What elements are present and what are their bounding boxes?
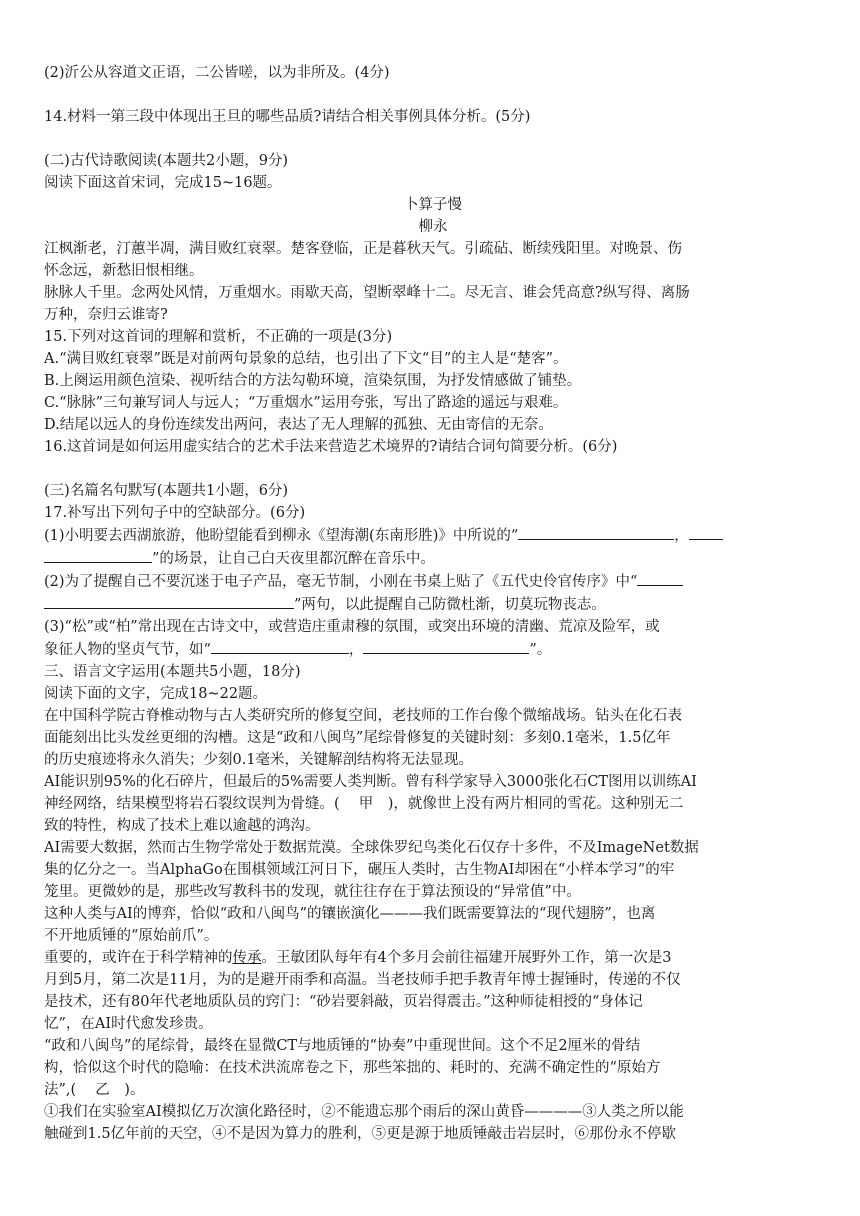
section-recitation-heading: (三)名篇名句默写(本题共1小题，6分)	[44, 483, 289, 499]
poem-text-line: 万种，奈归云谁寄?	[44, 307, 168, 323]
fill-item-3-tail: ”。	[529, 642, 552, 658]
blank-field[interactable]	[363, 638, 529, 654]
option-c: C.“脉脉”三句兼写词人与远人；“万重烟水”运用夸张，写出了路途的遥远与艰难。	[44, 395, 568, 411]
passage-line: 在中国科学院古脊椎动物与古人类研究所的修复空间，老技师的工作台像个微缩战场。钻头在化石表	[44, 708, 682, 724]
section-poetry-heading: (二)古代诗歌阅读(本题共2小题，9分)	[44, 153, 289, 169]
passage-line: 忆”，在AI时代愈发珍贵。	[44, 1016, 213, 1032]
passage-line: AI需要大数据，然而古生物学常处于数据荒漠。全球侏罗纪鸟类化石仅存十多件，不及ImageNet数据	[44, 840, 699, 856]
exam-page	[44, 62, 822, 1145]
passage-line: 的历史痕迹将永久消失；少刻0.1毫米，关键解剖结构将无法显现。	[44, 752, 474, 768]
fill-item-3-text: 象征人物的坚贞气节，如“	[44, 642, 211, 658]
passage-line: 笼里。更微妙的是，那些改写教科书的发现，就往往存在于算法预设的“异常值”中。	[44, 884, 581, 900]
option-a: A.“满目败红衰翠”既是对前两句景象的总结，也引出了下文“目”的主人是“楚客”。	[44, 351, 568, 367]
fill-item-2-text: (2)为了提醒自己不要沉迷于电子产品，毫无节制，小刚在书桌上贴了《五代史伶官传序》中“	[44, 574, 638, 590]
blank-field[interactable]	[637, 570, 683, 586]
passage-line: 集的亿分之一。当AlphaGo在围棋领域江河日下，碾压人类时，古生物AI却困在“小样本学习”的牢	[44, 862, 675, 878]
underlined-word: 传承	[232, 950, 262, 966]
blank-field[interactable]	[689, 524, 723, 540]
option-d: D.结尾以远人的身份连续发出两问，表达了无人理解的孤独、无由寄信的无奈。	[44, 417, 553, 433]
blank-field[interactable]	[44, 547, 152, 563]
fill-item-1-text: (1)小明要去西湖旅游，他盼望能看到柳永《望海潮(东南形胜)》中所说的“	[44, 528, 519, 544]
fill-item-3: (3)“松”或“柏”常出现在古诗文中，或营造庄重肃穆的氛围，或突出环境的清幽、荒凉及险军，或	[44, 619, 660, 635]
poem-text-line: 怀念远，新愁旧恨相继。	[44, 263, 204, 279]
passage-line: 这种人类与AI的博弈，恰似“政和八闽鸟”的镶嵌演化———我们既需要算法的“现代翅膀”，也离	[44, 906, 656, 922]
passage-line	[44, 947, 822, 969]
fill-item-2-tail: ”两句，以此提醒自己防微杜渐，切莫玩物丧志。	[294, 597, 606, 613]
fill-item-3-cont	[44, 638, 822, 661]
question-16: 16.这首词是如何运用虚实结合的艺术手法来营造艺术境界的?请结合词句简要分析。(6分)	[44, 439, 618, 455]
blank-field[interactable]	[518, 524, 674, 540]
passage-text: 。王敏团队每年有4个多月会前往福建开展野外工作，第一次是3	[261, 950, 672, 966]
blank-field[interactable]	[211, 638, 349, 654]
poem-author: 柳永	[418, 219, 448, 235]
fill-item-1-cont	[44, 547, 822, 570]
blank-field[interactable]	[44, 593, 294, 609]
poem-title: 卜算子慢	[404, 197, 462, 213]
passage-line: 神经网络，结果模型将岩石裂纹误判为骨缝。( 甲 )，就像世上没有两片相同的雪花。这种别无二	[44, 796, 684, 812]
question-17: 17.补写出下列句子中的空缺部分。(6分)	[44, 505, 306, 521]
passage-line: 致的特性，构成了技术上难以逾越的鸿沟。	[44, 818, 320, 834]
question-15: 15.下列对这首词的理解和赏析，不正确的一项是(3分)	[44, 329, 393, 345]
passage-line: 不开地质锤的“原始前爪”。	[44, 928, 219, 944]
fill-item-2	[44, 570, 822, 593]
question-14: 14.材料一第三段中体现出王旦的哪些品质?请结合相关事例具体分析。(5分)	[44, 109, 531, 125]
answer-line-13-2: (2)沂公从容道文正语，二公皆嗟，以为非所及。(4分)	[44, 65, 390, 81]
passage-line: 构，恰似这个时代的隐喻：在技术洪流席卷之下，那些笨拙的、耗时的、充满不确定性的“原始方	[44, 1060, 661, 1076]
passage-line: 是技术，还有80年代老地质队员的窍门：“砂岩要斜敲，页岩得震击。”这种师徒相授的“身体记	[44, 994, 643, 1010]
poem-text-line: 江枫渐老，汀蕙半凋，满目败红衰翠。楚客登临，正是暮秋天气。引疏砧、断续残阳里。对晚景、伤	[44, 241, 682, 257]
sentence-sequence-line: 触碰到1.5亿年前的天空，④不是因为算力的胜利，⑤更是源于地质锤敲击岩层时，⑥那份永不停歇	[44, 1126, 677, 1142]
comma: ，	[674, 528, 689, 544]
passage-line: AI能识别95%的化石碎片，但最后的5%需要人类判断。曾有科学家导入3000张化石CT图用以训练AI	[44, 774, 697, 790]
language-instruction: 阅读下面的文字，完成18~22题。	[44, 686, 268, 702]
section-language-heading: 三、语言文字运用(本题共5小题，18分)	[44, 664, 301, 680]
passage-line: “政和八闽鸟”的尾综骨，最终在显微CT与地质锤的“协奏”中重现世间。这个不足2厘米的骨结	[44, 1038, 641, 1054]
poetry-instruction: 阅读下面这首宋词，完成15~16题。	[44, 175, 282, 191]
comma: ，	[348, 642, 364, 658]
option-b: B.上阕运用颜色渲染、视听结合的方法勾勒环境，渲染氛围，为抒发情感做了铺垫。	[44, 373, 582, 389]
sentence-sequence-line: ①我们在实验室AI模拟亿万次演化路径时，②不能遗忘那个雨后的深山黄昏————③人类之所以能	[44, 1104, 684, 1120]
passage-line: 面能刻出比头发丝更细的沟槽。这是“政和八闽鸟”尾综骨修复的关键时刻：多刻0.1毫米，1.5亿年	[44, 730, 671, 746]
passage-line: 月到5月，第二次是11月，为的是避开雨季和高温。当老技师手把手教青年博士握锤时，传递的不仅	[44, 972, 681, 988]
poem-text-line: 脉脉人千里。念两处风情，万重烟水。雨歇天高，望断翠峰十二。尽无言、谁会凭高意?纵写得、离肠	[44, 285, 690, 301]
fill-item-1	[44, 524, 822, 547]
passage-line: 法”,( 乙 )。	[44, 1082, 145, 1098]
fill-item-1-tail: ”的场景，让自己白天夜里都沉醉在音乐中。	[152, 551, 435, 567]
passage-text: 重要的，或许在于科学精神的	[44, 950, 233, 966]
fill-item-2-cont	[44, 593, 822, 616]
